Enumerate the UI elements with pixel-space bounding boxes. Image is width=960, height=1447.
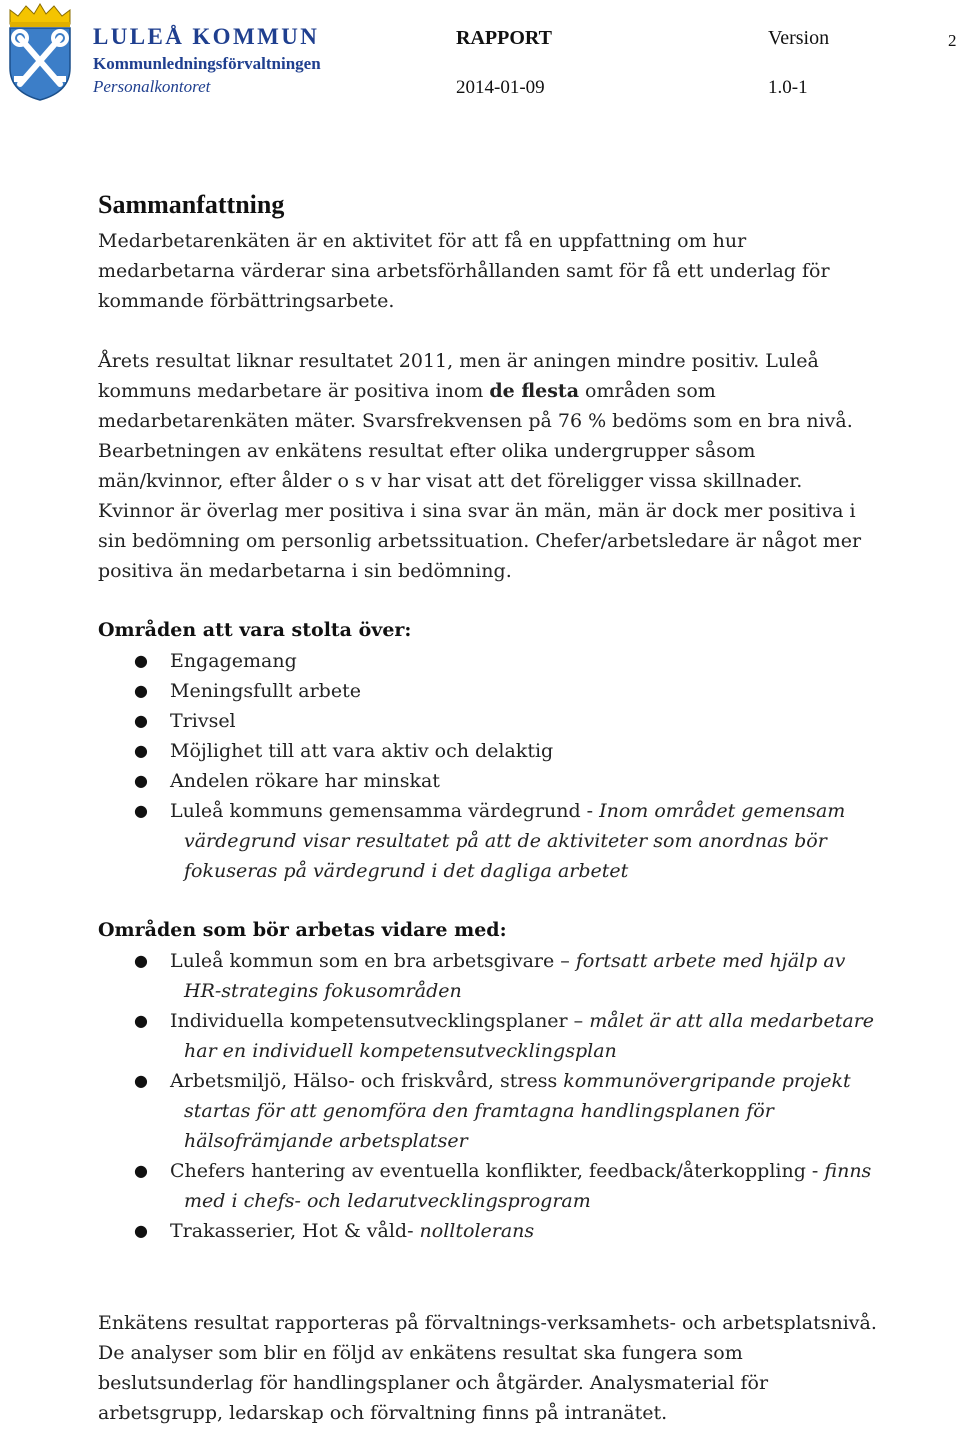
list-item: ● Chefers hantering av eventuella konflikter, feedback/återkoppling - finns med i chefs- och ledarutvecklingsprogram xyxy=(98,1156,878,1216)
bullet-icon: ● xyxy=(134,651,148,670)
document-date: 2014-01-09 xyxy=(456,77,545,98)
list-item: ● Luleå kommuns gemensamma värdegrund - Inom området gemensam värdegrund visar resultatet på att de aktiviteter som anordnas bör fokuseras på värdegrund i det dagliga arbetet xyxy=(98,796,878,886)
bullet-icon: ● xyxy=(134,741,148,760)
list-item: ● Meningsfullt arbete xyxy=(98,676,878,706)
version-label: Version xyxy=(768,27,830,49)
organization-name: LULEÅ KOMMUN xyxy=(93,24,320,49)
document-body xyxy=(98,188,878,1428)
organization-office: Personalkontoret xyxy=(93,77,211,96)
list-item: ● Engagemang xyxy=(98,646,878,676)
bullet-icon: ● xyxy=(134,711,148,730)
bullet-icon: ● xyxy=(134,681,148,700)
bullet-icon: ● xyxy=(134,1011,148,1030)
summary-text-bold: de flesta xyxy=(489,380,580,402)
list-item: ● Trivsel xyxy=(98,706,878,736)
list-item: ● Individuella kompetensutvecklingsplaner – målet är att alla medarbetare har en individuell kompetensutvecklingsplan xyxy=(98,1006,878,1066)
proud-areas-list xyxy=(98,646,878,886)
list-item: ● Trakasserier, Hot & våld- nolltolerans xyxy=(98,1216,878,1246)
summary-text-a: Årets resultat liknar resultatet 2011, men är aningen mindre positiv. Luleå kommuns medarbetare är positiva inom xyxy=(98,350,819,402)
bullet-icon: ● xyxy=(134,1161,148,1180)
list-item: ● Andelen rökare har minskat xyxy=(98,766,878,796)
closing-paragraph: Enkätens resultat rapporteras på förvaltnings-verksamhets- och arbetsplatsnivå. De analyser som blir en följd av enkätens resultat ska fungera som beslutsunderlag för handlingsplaner och åtgärder. Analysmaterial för arbetsgrupp, ledarskap och förvaltning finns på intranätet. xyxy=(98,1312,877,1424)
proud-areas-heading: Områden att vara stolta över: xyxy=(98,619,412,641)
page-header xyxy=(0,0,960,110)
bullet-icon: ● xyxy=(134,801,148,820)
page-number: 2 xyxy=(948,31,957,50)
bullet-icon: ● xyxy=(134,1071,148,1090)
document-type: RAPPORT xyxy=(456,27,552,49)
summary-text-b: områden som medarbetarenkäten mäter. Svarsfrekvensen på 76 % bedöms som en bra nivå. Bearbetningen av enkätens resultat efter olika undergrupper såsom män/kvinnor, efter ålder o s v har visat att det föreligger vissa skillnader. Kvinnor är överlag mer positiva i sina svar än män, män är dock mer positiva i sin bedömning om personlig arbetssituation. Chefer/arbetsledare är något mer positiva än medarbetarna i sin bedömning. xyxy=(98,380,862,582)
bullet-icon: ● xyxy=(134,1221,148,1240)
list-item: ● Möjlighet till att vara aktiv och delaktig xyxy=(98,736,878,766)
version-number: 1.0-1 xyxy=(768,77,808,98)
bullet-icon: ● xyxy=(134,951,148,970)
improve-areas-list xyxy=(98,946,878,1246)
summary-paragraph-1: Medarbetarenkäten är en aktivitet för att få en uppfattning om hur medarbetarna värderar sina arbetsförhållanden samt för få ett underlag för kommande förbättringsarbete. xyxy=(98,230,830,312)
list-item: ● Arbetsmiljö, Hälso- och friskvård, stress kommunövergripande projekt startas för att genomföra den framtagna handlingsplanen för hälsofrämjande arbetsplatser xyxy=(98,1066,878,1156)
summary-paragraph-2 xyxy=(98,346,878,586)
list-item: ● Luleå kommun som en bra arbetsgivare – fortsatt arbete med hjälp av HR-strategins fokusområden xyxy=(98,946,878,1006)
city-crest-icon xyxy=(4,2,76,102)
section-heading-summary: Sammanfattning xyxy=(98,190,285,219)
improve-areas-heading: Områden som bör arbetas vidare med: xyxy=(98,919,507,941)
bullet-icon: ● xyxy=(134,771,148,790)
organization-department: Kommunledningsförvaltningen xyxy=(93,54,321,73)
